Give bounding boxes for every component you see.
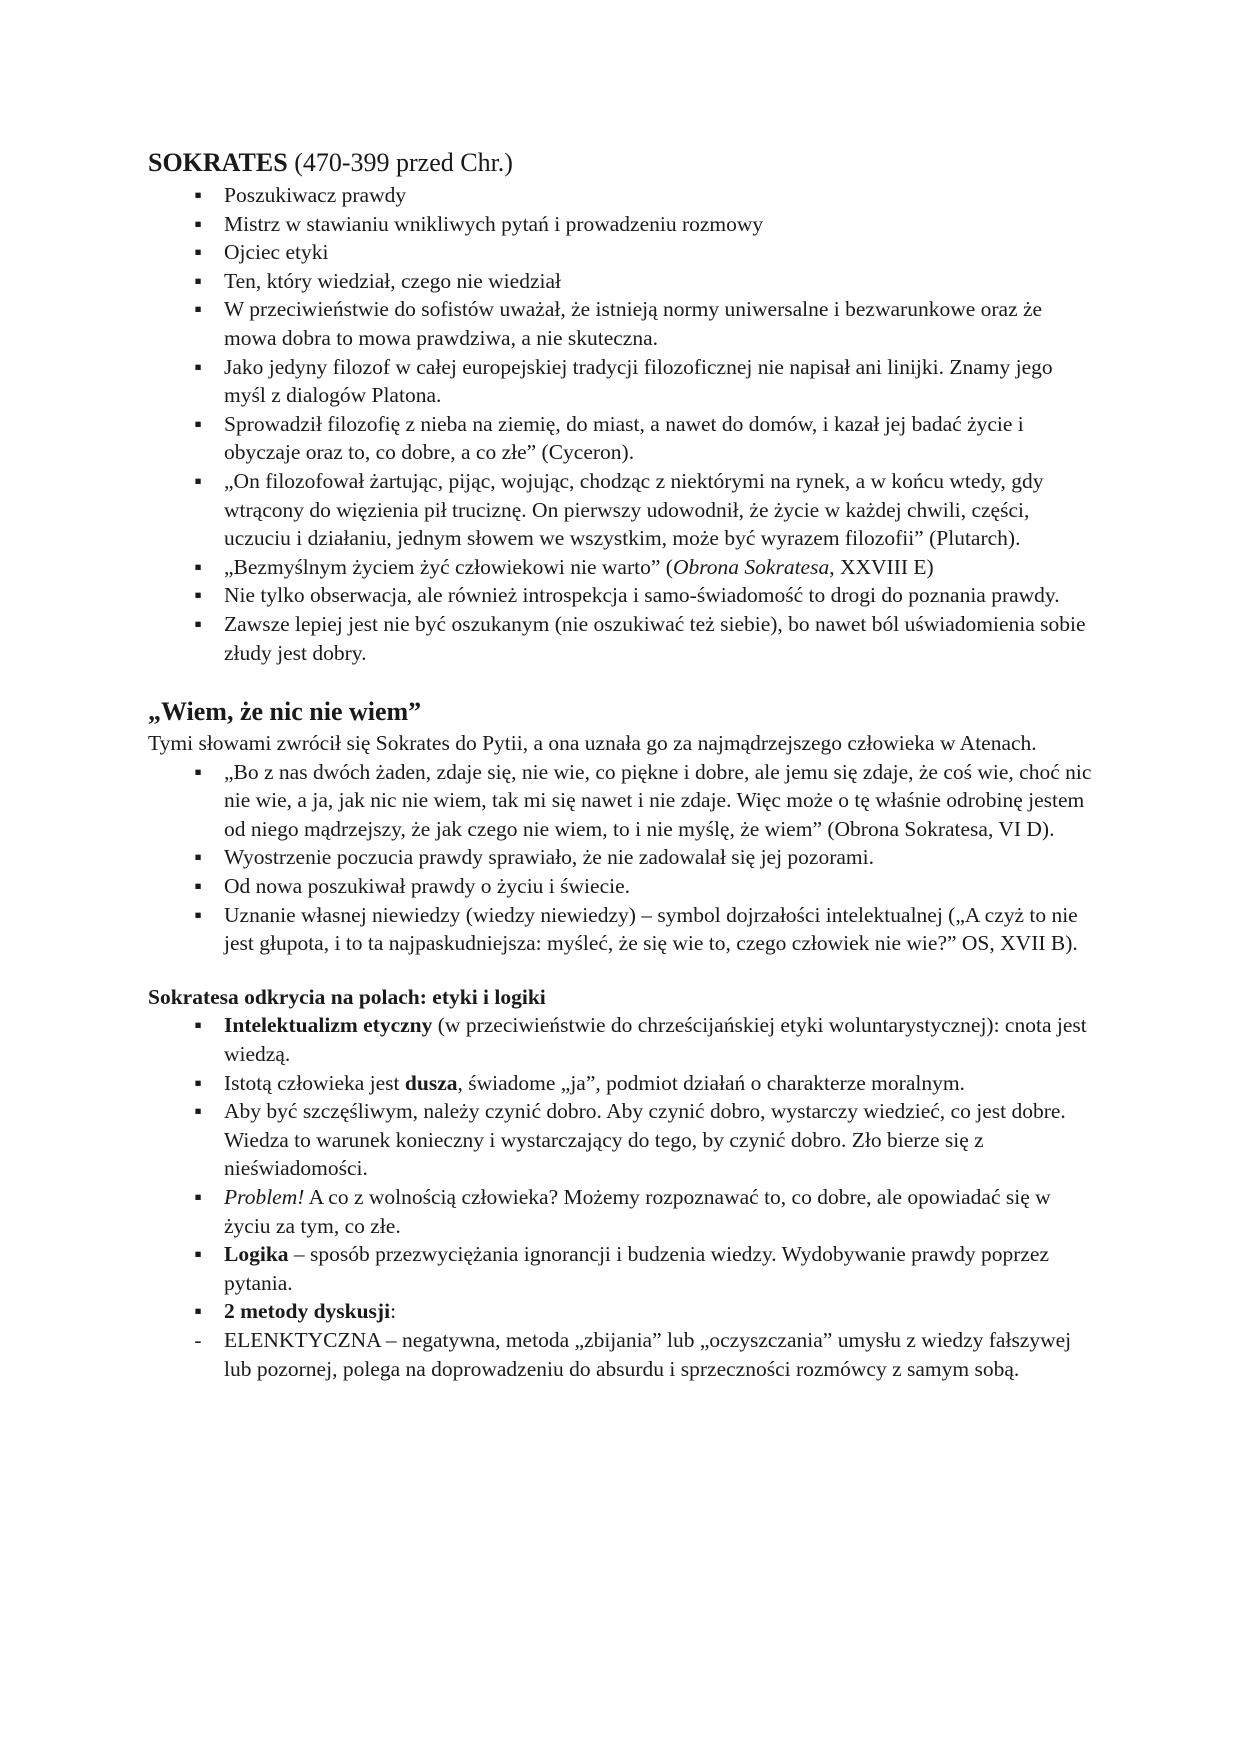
- list-item-text: Wyostrzenie poczucia prawdy sprawiało, że nie zadowalał się jej pozorami.: [224, 845, 874, 870]
- section-heading-wiem: „Wiem, że nic nie wiem”: [148, 697, 422, 727]
- term-italic: Problem!: [224, 1185, 305, 1209]
- bullet-marker: ▪: [194, 211, 202, 236]
- traits-list: [148, 181, 1098, 667]
- list-item-text: „Bo z nas dwóch żaden, zdaje się, nie wie, co piękne i dobre, ale jemu się zdaje, że coś wie, choć nic nie wie, a ja, jak nic nie wiem, tak mi się nawet i nie zdaje. Więc może o tę właśnie odrobinę jestem od niego mądrzejszy, że jak czego nie wiem, to i nie myślę, że wiem” (Obrona Sokratesa, VI D).: [224, 759, 1092, 841]
- bullet-marker: ▪: [194, 583, 202, 608]
- list-item-text: Sprowadził filozofię z nieba na ziemię, do miast, a nawet do domów, i kazał jej badać życie i obyczaje oraz to, co dobre, a co złe” (Cyceron).: [224, 411, 1024, 465]
- quote-text: „Bezmyślnym życiem żyć człowiekowi nie warto” (: [224, 554, 673, 579]
- dash-marker: -: [194, 1327, 202, 1352]
- list-item: [148, 410, 1098, 467]
- bullet-marker: ▪: [194, 297, 202, 322]
- bullet-marker: ▪: [194, 240, 202, 265]
- list-item-text: Jako jedyny filozof w całej europejskiej tradycji filozoficznej nie napisał ani linijki. Znamy jego myśl z dialogów Platona.: [224, 354, 1053, 408]
- bullet-marker: ▪: [194, 411, 202, 436]
- spacer: [148, 958, 1098, 983]
- bullet-marker: ▪: [194, 468, 202, 493]
- list-item-text: Istotą człowieka jest: [224, 1070, 405, 1095]
- list-item-text: ELENKTYCZNA – negatywna, metoda „zbijania” lub „oczyszczania” umysłu z wiedzy fałszywej lub pozornej, polega na doprowadzeniu do absurdu i sprzeczności rozmówcy z samym sobą.: [224, 1327, 1072, 1381]
- list-item: [148, 1297, 1098, 1326]
- list-item-text: Poszukiwacz prawdy: [224, 183, 407, 207]
- list-item: [148, 553, 1098, 582]
- list-item: [148, 1069, 1098, 1098]
- list-item-text: – sposób przezwyciężania ignorancji i budzenia wiedzy. Wydobywanie prawdy poprzez pytania.: [224, 1242, 1050, 1295]
- list-item-text: :: [390, 1299, 397, 1324]
- title-main: SOKRATES: [148, 148, 288, 177]
- list-item: [148, 1097, 1098, 1183]
- title-dates: (470-399 przed Chr.): [287, 148, 513, 177]
- term-bold: 2 metody dyskusji: [224, 1299, 391, 1324]
- list-item-text: Mistrz w stawianiu wnikliwych pytań i prowadzeniu rozmowy: [224, 211, 764, 236]
- section-intro: Tymi słowami zwrócił się Sokrates do Pytii, a ona uznała go za najmądrzejszego człowieka w Atenach.: [148, 731, 1037, 756]
- list-item: [148, 610, 1098, 667]
- list-item-text: Aby być szczęśliwym, należy czynić dobro. Aby czynić dobro, wystarczy wiedzieć, co jest dobre. Wiedza to warunek konieczny i wystarczający do tego, by czynić dobro. Zło bierze się z nieświadomości.: [224, 1099, 1066, 1181]
- list-item-text: A co z wolnością człowieka? Możemy rozpoznawać to, co dobre, ale opowiadać się w życiu za tym, co złe.: [224, 1185, 1051, 1238]
- bullet-marker: ▪: [194, 1242, 202, 1267]
- list-item-text: (w przeciwieństwie do chrześcijańskiej etyki woluntarystycznej): cnota jest wiedzą.: [224, 1013, 1087, 1067]
- bullet-marker: ▪: [194, 874, 202, 899]
- term-bold: Intelektualizm etyczny: [224, 1013, 433, 1038]
- citation: , XXVIII E): [829, 554, 934, 579]
- bullet-marker: ▪: [194, 183, 202, 207]
- list-item: [148, 1183, 1098, 1240]
- list-item: [148, 267, 1098, 296]
- list-item-text: Ten, który wiedział, czego nie wiedział: [224, 268, 561, 293]
- bullet-marker: ▪: [194, 1099, 202, 1124]
- spacer: [148, 667, 1098, 695]
- document-content: [148, 146, 1098, 1383]
- term-bold: Logika: [224, 1242, 289, 1267]
- page-title: [148, 146, 1098, 180]
- odkrycia-list: [148, 1011, 1098, 1383]
- bullet-marker: ▪: [194, 611, 202, 636]
- bullet-marker: ▪: [194, 845, 202, 870]
- list-item-text: Zawsze lepiej jest nie być oszukanym (nie oszukiwać też siebie), bo nawet ból uświadomienia sobie złudy jest dobry.: [224, 611, 1086, 665]
- bullet-marker: ▪: [194, 354, 202, 379]
- section-heading-odkrycia: Sokratesa odkrycia na polach: etyki i logiki: [148, 984, 546, 1009]
- list-item-text: Od nowa poszukiwał prawdy o życiu i świecie.: [224, 874, 631, 899]
- list-item: [148, 181, 1098, 210]
- list-item: [148, 901, 1098, 958]
- wiem-list: [148, 758, 1098, 958]
- list-item-text: , świadome „ja”, podmiot działań o charakterze moralnym.: [457, 1070, 965, 1095]
- list-item: [148, 581, 1098, 610]
- bullet-marker: ▪: [194, 554, 202, 579]
- list-item-text: Uznanie własnej niewiedzy (wiedzy niewiedzy) – symbol dojrzałości intelektualnej („A czyż to nie jest głupota, i to ta najpaskudniejsza: myśleć, że się wie to, czego człowiek nie wie?” OS, XVII B).: [224, 902, 1078, 956]
- list-item-text: W przeciwieństwie do sofistów uważał, że istnieją normy uniwersalne i bezwarunkowe oraz że mowa dobra to mowa prawdziwa, a nie skuteczna.: [224, 297, 1043, 350]
- list-item: [148, 1240, 1098, 1297]
- bullet-marker: ▪: [194, 1013, 202, 1038]
- bullet-marker: ▪: [194, 1185, 202, 1209]
- list-item: [148, 210, 1098, 239]
- list-item: [148, 467, 1098, 553]
- list-item: [148, 843, 1098, 872]
- list-item: [148, 238, 1098, 267]
- list-item: [148, 1011, 1098, 1068]
- list-item: [148, 1326, 1098, 1383]
- list-item: [148, 758, 1098, 844]
- list-item: [148, 872, 1098, 901]
- bullet-marker: ▪: [194, 1070, 202, 1095]
- list-item-text: „On filozofował żartując, pijąc, wojując, chodząc z niektórymi na rynek, a w końcu wtedy, gdy wtrącony do więzienia pił truciznę. On pierwszy udowodnił, że życie w każdej chwili, części, uczuciu i działaniu, jednym słowem we wszystkim, może być wyrazem filozofii” (Plutarch).: [224, 468, 1044, 551]
- bullet-marker: ▪: [194, 268, 202, 293]
- list-item-text: Nie tylko obserwacja, ale również introspekcja i samo-świadomość to drogi do poznania prawdy.: [224, 583, 1060, 608]
- list-item-text: Ojciec etyki: [224, 240, 329, 265]
- term-bold: dusza: [404, 1070, 458, 1095]
- bullet-marker: ▪: [194, 759, 202, 784]
- bullet-marker: ▪: [194, 902, 202, 927]
- bullet-marker: ▪: [194, 1299, 202, 1324]
- list-item: [148, 353, 1098, 410]
- work-title: Obrona Sokratesa: [672, 554, 830, 579]
- list-item: [148, 295, 1098, 352]
